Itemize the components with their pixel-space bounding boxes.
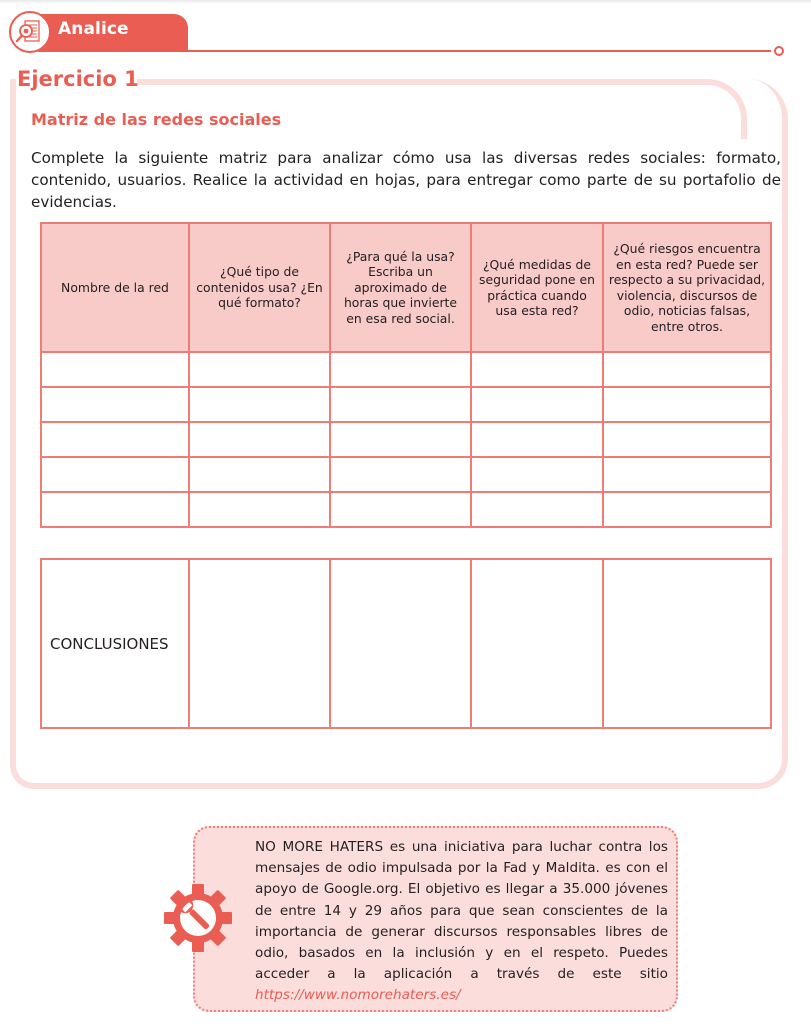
page-top-edge	[0, 0, 811, 4]
table-cell[interactable]	[189, 457, 330, 492]
exercise-frame-top	[137, 79, 747, 139]
exercise-title: Ejercicio 1	[17, 67, 139, 91]
table-cell[interactable]	[189, 492, 330, 527]
table-cell[interactable]	[471, 352, 603, 387]
table-cell[interactable]	[471, 387, 603, 422]
table-cell[interactable]	[603, 457, 771, 492]
table-cell[interactable]	[603, 422, 771, 457]
table-cell[interactable]	[189, 422, 330, 457]
matrix-header-row	[41, 223, 771, 352]
header-network-name: Nombre de la red	[41, 223, 189, 352]
table-cell[interactable]	[471, 457, 603, 492]
conclusions-cell[interactable]	[471, 559, 603, 728]
conclusions-cell[interactable]	[603, 559, 771, 728]
table-cell[interactable]	[603, 352, 771, 387]
table-cell[interactable]	[189, 387, 330, 422]
table-cell[interactable]	[603, 492, 771, 527]
table-row	[41, 422, 771, 457]
table-row	[41, 352, 771, 387]
table-cell[interactable]	[330, 352, 471, 387]
table-row	[41, 457, 771, 492]
table-cell[interactable]	[41, 492, 189, 527]
table-cell[interactable]	[41, 422, 189, 457]
exercise-subtitle: Matriz de las redes sociales	[31, 110, 282, 129]
conclusions-cell[interactable]	[330, 559, 471, 728]
table-cell[interactable]	[41, 457, 189, 492]
exercise-instructions: Complete la siguiente matriz para analizar cómo usa las diversas redes sociales: formato, contenido, usuarios. Realice la actividad en hojas, para entregar como parte de su portafolio de evidencias.	[31, 149, 781, 211]
banner-rule-endpoint	[774, 46, 784, 56]
info-text	[255, 837, 668, 1007]
conclusions-row	[41, 559, 771, 728]
conclusions-cell[interactable]	[189, 559, 330, 728]
section-label: Analice	[58, 19, 129, 39]
table-cell[interactable]	[330, 387, 471, 422]
gear-wrench-icon	[162, 882, 234, 954]
table-cell[interactable]	[41, 352, 189, 387]
info-paragraph: NO MORE HATERS es una iniciativa para luchar contra los mensajes de odio impulsada por la Fad y Maldita. es con el apoyo de Google.org. El objetivo es llegar a 35.000 jóvenes de entre 14 y 29 años para que sean conscientes de la importancia de generar discursos responsables libres de odio, basados en la inclusión y en el respeto. Puedes acceder a la aplicación a través de este sitio	[255, 839, 668, 983]
header-usage-hours: ¿Para qué la usa? Escriba un aproximado de horas que invierte en esa red social.	[330, 223, 471, 352]
table-cell[interactable]	[603, 387, 771, 422]
table-row	[41, 492, 771, 527]
header-security-measures: ¿Qué medidas de seguridad pone en práctica cuando usa esta red?	[471, 223, 603, 352]
table-cell[interactable]	[330, 422, 471, 457]
nomorehaters-link[interactable]: https://www.nomorehaters.es/	[255, 987, 461, 1004]
table-cell[interactable]	[41, 387, 189, 422]
table-cell[interactable]	[330, 492, 471, 527]
table-cell[interactable]	[471, 492, 603, 527]
banner-rule	[38, 50, 771, 52]
table-cell[interactable]	[189, 352, 330, 387]
header-content-type: ¿Qué tipo de contenidos usa? ¿En qué formato?	[189, 223, 330, 352]
table-cell[interactable]	[471, 422, 603, 457]
magnifier-document-icon	[9, 11, 51, 53]
conclusions-table	[40, 558, 772, 729]
header-risks: ¿Qué riesgos encuentra en esta red? Puede ser respecto a su privacidad, violencia, discursos de odio, noticias falsas, entre otros.	[603, 223, 771, 352]
table-row	[41, 387, 771, 422]
exercise-frame-left	[10, 99, 16, 759]
conclusions-label: CONCLUSIONES	[41, 559, 189, 728]
social-media-matrix	[40, 222, 772, 528]
table-cell[interactable]	[330, 457, 471, 492]
